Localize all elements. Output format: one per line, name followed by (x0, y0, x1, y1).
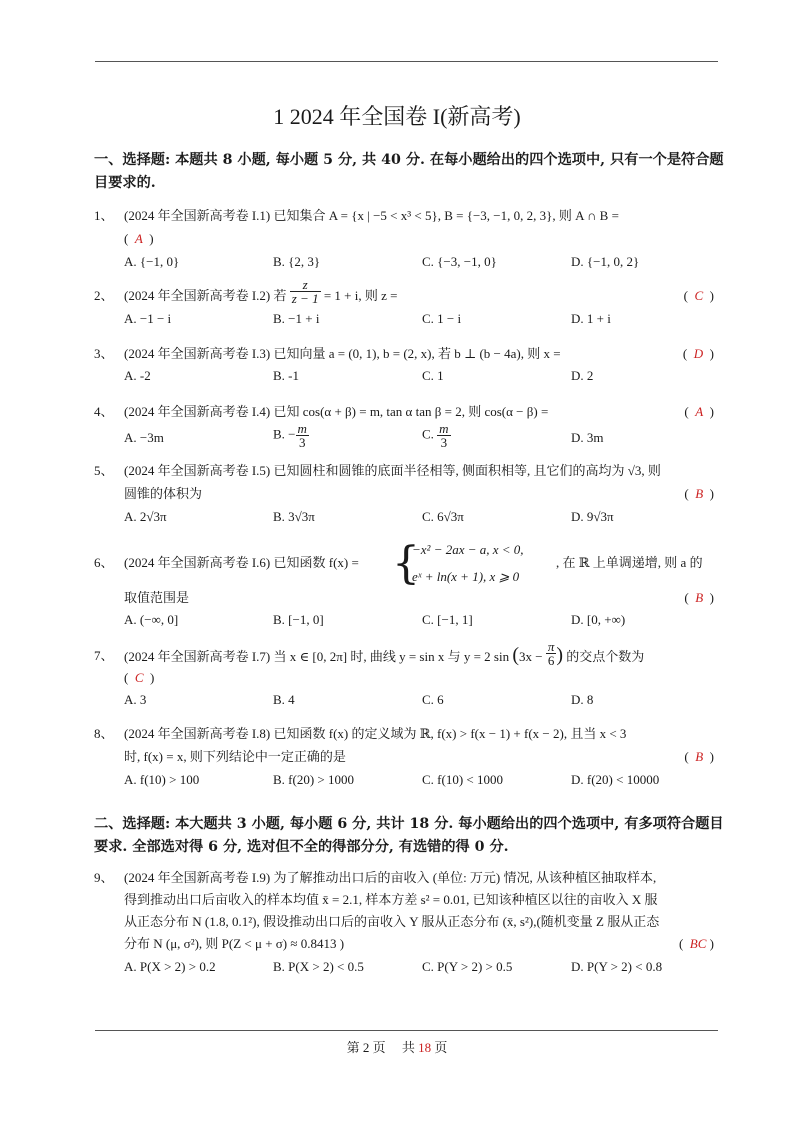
option-d: D. {−1, 0, 2} (571, 254, 640, 269)
fraction: $\frac{m}{3}$ (297, 421, 307, 450)
option-b: B. 4 (273, 692, 295, 707)
page-footer (0, 1037, 794, 1056)
option-a: A. -2 (124, 368, 151, 383)
question-number: 6、 (94, 555, 114, 570)
fraction: $\frac{m}{3}$ (439, 421, 449, 450)
answer-letter: A (134, 231, 143, 246)
option-c: C. 1 (422, 368, 444, 383)
answer-bracket: ( D ) (682, 346, 714, 361)
option-a: A. {−1, 0} (124, 254, 180, 269)
piecewise-brace: { (392, 538, 420, 589)
option-a: A. 2√3π (124, 509, 167, 524)
option-b: B. f(20) > 1000 (273, 772, 354, 787)
question-text: (2024 年全国新高考卷 I.5) 已知圆柱和圆锥的底面半径相等, 侧面积相等, 且它们的高均为 √3, 则 (124, 463, 661, 478)
option-a: A. −1 − i (124, 311, 172, 326)
question-number: 3、 (94, 346, 114, 361)
question-2 (94, 276, 716, 334)
option-c: C. f(10) < 1000 (422, 772, 503, 787)
question-6 (94, 538, 716, 630)
fraction: $\frac{\pi}{6}$ (547, 638, 555, 668)
option-d: D. 3m (571, 430, 604, 445)
answer-bracket: ( B ) (684, 486, 714, 501)
options-row (124, 252, 714, 272)
fraction: $\frac{z}{z - 1}$ (291, 276, 319, 306)
option-c: C. [−1, 1] (422, 612, 473, 627)
piecewise-case-2: eˣ + ln(x + 1), x ⩾ 0 (412, 569, 520, 584)
total-pages: 18 (418, 1040, 432, 1055)
answer-bracket: ( C ) (683, 288, 714, 303)
section-1-heading: 一、选择题: 本题共 8 小题, 每小题 5 分, 共 40 分. 在每小题给出的四个选项中, 只有一个是符合题目要求的. (94, 152, 724, 191)
answer-bracket: ( A ) (684, 404, 714, 419)
question-number: 1、 (94, 208, 114, 223)
options-row (124, 366, 714, 386)
piecewise-case-1: −x² − 2ax − a, x < 0, (412, 542, 524, 557)
answer-letter: BC (689, 936, 707, 951)
options-row (124, 957, 714, 977)
question-number: 5、 (94, 463, 114, 478)
answer-letter: B (695, 749, 704, 764)
option-c: C. $\frac{m}{3}$ (422, 421, 449, 450)
option-d: D. 8 (571, 692, 594, 707)
total-pages-suffix: 页 (434, 1040, 448, 1055)
option-a: A. 3 (124, 692, 147, 707)
option-a: A. f(10) > 100 (124, 772, 200, 787)
question-text: (2024 年全国新高考卷 I.3) 已知向量 a = (0, 1), b = (2, x), 若 b ⊥ (b − 4a), 则 x = (124, 346, 561, 361)
question-text: (2024 年全国新高考卷 I.6) 已知函数 f(x) = (124, 555, 359, 570)
option-b: B. P(X > 2) < 0.5 (273, 959, 364, 974)
question-text-cont: 取值范围是 (124, 590, 190, 605)
question-text-cont: 圆锥的体积为 (124, 486, 203, 501)
option-d: D. f(20) < 10000 (571, 772, 660, 787)
option-b: B. −1 + i (273, 311, 320, 326)
total-pages-prefix: 共 (401, 1040, 415, 1055)
option-c: C. P(Y > 2) > 0.5 (422, 959, 513, 974)
question-9 (94, 868, 716, 978)
answer-line: ( C ) (124, 670, 155, 685)
section-2-heading: 二、选择题: 本大题共 3 小题, 每小题 6 分, 共计 18 分. 每小题给出的四个选项中, 有多项符合题目要求. 全部选对得 6 分, 选对但不全的得部分分, 有选错的得 0 分. (94, 816, 724, 855)
answer-line: ( A ) (124, 231, 154, 246)
question-1 (94, 206, 716, 276)
answer-letter: C (134, 670, 144, 685)
option-d: D. 1 + i (571, 311, 611, 326)
question-text-cont: 时, f(x) = x, 则下列结论中一定正确的是 (124, 749, 346, 764)
question-text-cont: 从正态分布 N (1.8, 0.1²), 假设推动出口后的亩收入 Y 服从正态分布 (x̄, s²),(随机变量 Z 服从正态 (124, 914, 660, 929)
top-rule (95, 61, 718, 62)
question-text: (2024 年全国新高考卷 I.9) 为了解推动出口后的亩收入 (单位: 万元) 情况, 从该种植区抽取样本, (124, 870, 657, 885)
answer-letter: B (695, 590, 704, 605)
question-text: (2024 年全国新高考卷 I.2) 若 $\frac{z}{z - 1}$ = 1 + i, 则 z = (124, 276, 398, 306)
option-d: D. [0, +∞) (571, 612, 626, 627)
page-number: 第 2 页 (346, 1040, 386, 1055)
question-text: (2024 年全国新高考卷 I.7) 当 x ∈ [0, 2π] 时, 曲线 y = sin x 与 y = 2 sin (3x − $\frac{\pi}{6}$ ) 的交点个数为 (124, 638, 645, 668)
options-row (124, 610, 714, 630)
question-text-cont: 分布 N (μ, σ²), 则 P(Z < μ + σ) ≈ 0.8413 ) (124, 936, 345, 951)
option-c: C. 6 (422, 692, 444, 707)
question-text: (2024 年全国新高考卷 I.1) 已知集合 A = {x | −5 < x³ < 5}, B = {−3, −1, 0, 2, 3}, 则 A ∩ B = (124, 208, 619, 223)
answer-letter: C (694, 288, 704, 303)
page-title: 1 2024 年全国卷 I(新高考) (273, 104, 521, 129)
option-c: C. 6√3π (422, 509, 464, 524)
option-c: C. 1 − i (422, 311, 462, 326)
option-a: A. P(X > 2) > 0.2 (124, 959, 216, 974)
answer-letter: D (693, 346, 704, 361)
question-4 (94, 402, 716, 458)
option-d: D. 2 (571, 368, 594, 383)
option-a: A. (−∞, 0] (124, 612, 179, 627)
question-number: 9、 (94, 870, 114, 885)
options-row (124, 421, 714, 456)
question-text-cont: 得到推动出口后亩收入的样本均值 x̄ = 2.1, 样本方差 s² = 0.01, 已知该种植区以往的亩收入 X 服 (124, 892, 658, 907)
options-row (124, 770, 714, 790)
answer-bracket: ( B ) (684, 749, 714, 764)
question-5 (94, 461, 716, 527)
option-a: A. −3m (124, 430, 164, 445)
bottom-rule (95, 1030, 718, 1031)
question-3 (94, 344, 716, 390)
options-row (124, 309, 714, 329)
answer-bracket: ( BC ) (678, 936, 714, 951)
question-number: 4、 (94, 404, 114, 419)
option-d: D. P(Y > 2) < 0.8 (571, 959, 663, 974)
question-number: 8、 (94, 726, 114, 741)
option-b: B. {2, 3} (273, 254, 321, 269)
option-d: D. 9√3π (571, 509, 614, 524)
question-number: 2、 (94, 288, 114, 303)
question-7 (94, 638, 716, 710)
option-b: B. − $\frac{m}{3}$ (273, 421, 307, 450)
question-number: 7、 (94, 648, 114, 663)
options-row (124, 507, 714, 527)
question-text: (2024 年全国新高考卷 I.4) 已知 cos(α + β) = m, tan α tan β = 2, 则 cos(α − β) = (124, 404, 549, 419)
question-text: (2024 年全国新高考卷 I.8) 已知函数 f(x) 的定义域为 ℝ, f(x) > f(x − 1) + f(x − 2), 且当 x < 3 (124, 726, 627, 741)
option-b: B. [−1, 0] (273, 612, 324, 627)
option-b: B. -1 (273, 368, 299, 383)
option-b: B. 3√3π (273, 509, 315, 524)
answer-letter: B (695, 486, 704, 501)
question-text-suffix: , 在 ℝ 上单调递增, 则 a 的 (556, 555, 703, 570)
answer-bracket: ( B ) (684, 590, 714, 605)
answer-letter: A (695, 404, 704, 419)
options-row (124, 690, 714, 710)
option-c: C. {−3, −1, 0} (422, 254, 497, 269)
question-8 (94, 724, 716, 790)
